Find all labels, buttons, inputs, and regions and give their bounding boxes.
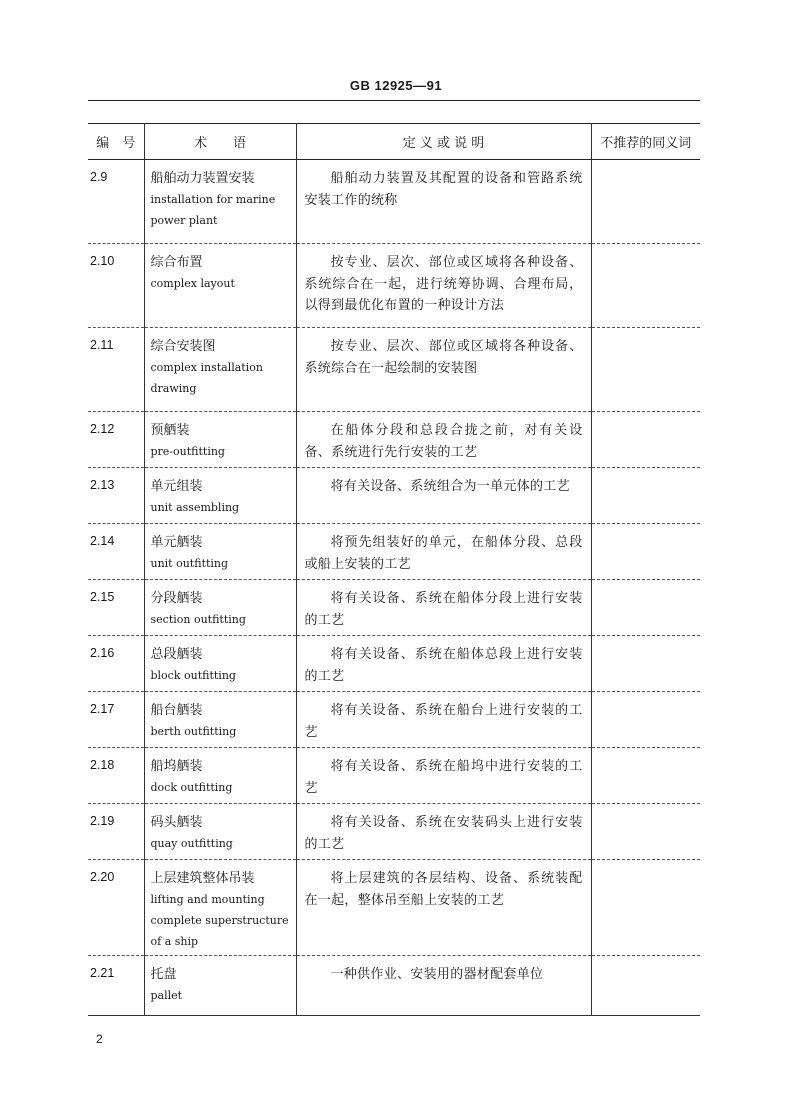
term-cell: [144, 804, 296, 860]
definition-cell: [296, 468, 591, 524]
term-number: 2.14: [88, 524, 144, 580]
term-english: complex layout: [150, 277, 235, 290]
definition-text: 将有关设备、系统在船体总段上进行安装的工艺: [304, 647, 583, 684]
term-cell: [144, 524, 296, 580]
synonym-cell: [591, 524, 700, 580]
definition-text: 按专业、层次、部位或区域将各种设备、系统综合在一起绘制的安装图: [304, 339, 583, 376]
term-cell: [144, 580, 296, 636]
term-english: unit assembling: [150, 501, 240, 514]
table-row: [88, 468, 700, 524]
term-chinese: 托盘: [150, 967, 177, 982]
table-header-row: [88, 124, 700, 160]
definition-text: 将有关设备、系统组合为一单元体的工艺: [330, 479, 570, 494]
document-header: [0, 78, 792, 93]
synonym-cell: [591, 412, 700, 468]
term-chinese: 单元舾装: [150, 535, 203, 550]
definition-text: 在船体分段和总段合拢之前，对有关设备、系统进行先行安装的工艺: [304, 423, 583, 460]
term-chinese: 预舾装: [150, 423, 190, 438]
column-header-definition: 定 义 或 说 明: [296, 124, 591, 160]
term-english: berth outfitting: [150, 725, 237, 738]
term-chinese: 单元组装: [150, 479, 203, 494]
term-cell: [144, 748, 296, 804]
definition-text: 按专业、层次、部位或区域将各种设备、系统综合在一起，进行统筹协调、合理布局，以得到最优化布置的一种设计方法: [304, 255, 583, 313]
term-chinese: 船台舾装: [150, 703, 203, 718]
table-row: [88, 160, 700, 244]
term-number: 2.9: [90, 170, 108, 184]
header-rule: [88, 100, 700, 101]
definition-cell: [296, 160, 591, 244]
definition-cell: [296, 860, 591, 956]
term-cell: [144, 956, 296, 1016]
term-english: installation for marine power plant: [150, 193, 276, 227]
synonym-cell: [591, 956, 700, 1016]
definition-text: 将有关设备、系统在船台上进行安装的工艺: [304, 703, 583, 740]
term-chinese: 综合布置: [150, 255, 203, 270]
table-row: [88, 636, 700, 692]
synonym-cell: [591, 804, 700, 860]
term-number: 2.11: [88, 328, 144, 412]
definition-text: 一种供作业、安装用的器材配套单位: [330, 967, 544, 982]
definition-cell: [296, 748, 591, 804]
term-chinese: 码头舾装: [150, 815, 203, 830]
term-cell: [144, 160, 296, 244]
table-row: [88, 860, 700, 956]
definition-text: 将有关设备、系统在船坞中进行安装的工艺: [304, 759, 583, 796]
definition-text: 将预先组装好的单元，在船体分段、总段或船上安装的工艺: [304, 535, 583, 572]
term-cell: [144, 328, 296, 412]
synonym-cell: [591, 748, 700, 804]
term-english: pre-outfitting: [150, 445, 225, 458]
term-english: section outfitting: [150, 613, 246, 626]
term-chinese: 上层建筑整体吊装: [150, 871, 255, 886]
definition-text: 将有关设备、系统在船体分段上进行安装的工艺: [304, 591, 583, 628]
definition-cell: [296, 524, 591, 580]
term-number: 2.15: [88, 580, 144, 636]
table-row: [88, 524, 700, 580]
term-chinese: 分段舾装: [150, 591, 203, 606]
term-number: 2.13: [88, 468, 144, 524]
table-row: [88, 748, 700, 804]
term-number: 2.17: [88, 692, 144, 748]
definition-cell: [296, 692, 591, 748]
term-english: block outfitting: [150, 669, 236, 682]
table-row: [88, 956, 700, 1016]
definition-cell: [296, 580, 591, 636]
term-english: dock outfitting: [150, 781, 233, 794]
term-english: pallet: [150, 989, 183, 1002]
term-cell: [144, 692, 296, 748]
table-row: [88, 804, 700, 860]
definition-cell: [296, 244, 591, 328]
table-row: [88, 244, 700, 328]
synonym-cell: [591, 692, 700, 748]
term-chinese: 总段舾装: [150, 647, 203, 662]
synonym-cell: [591, 328, 700, 412]
term-english: unit outfitting: [150, 557, 229, 570]
column-header-number: 编 号: [88, 124, 144, 160]
table-row: [88, 412, 700, 468]
term-number: 2.10: [88, 244, 144, 328]
page-number: 2: [96, 1032, 103, 1046]
table-row: [88, 580, 700, 636]
synonym-cell: [591, 636, 700, 692]
term-cell: [144, 636, 296, 692]
table-row: [88, 328, 700, 412]
definition-cell: [296, 956, 591, 1016]
term-number: 2.21: [88, 956, 144, 1016]
term-number: 2.16: [88, 636, 144, 692]
term-number: 2.12: [88, 412, 144, 468]
definition-text: 将上层建筑的各层结构、设备、系统装配在一起，整体吊至船上安装的工艺: [304, 871, 583, 908]
definition-text: 船舶动力装置及其配置的设备和管路系统安装工作的统称: [304, 171, 583, 208]
definition-text: 将有关设备、系统在安装码头上进行安装的工艺: [304, 815, 583, 852]
term-chinese: 船坞舾装: [150, 759, 203, 774]
terms-table: [88, 123, 700, 1016]
definition-cell: [296, 412, 591, 468]
synonym-cell: [591, 860, 700, 956]
definition-cell: [296, 636, 591, 692]
term-english: lifting and mounting complete superstructure of a ship: [150, 893, 289, 948]
definition-cell: [296, 804, 591, 860]
term-cell: [144, 412, 296, 468]
synonym-cell: [591, 244, 700, 328]
term-cell: [144, 468, 296, 524]
term-number: 2.19: [88, 804, 144, 860]
term-number: 2.18: [88, 748, 144, 804]
term-cell: [144, 244, 296, 328]
term-number: 2.20: [88, 860, 144, 956]
column-header-synonym: 不推荐的同义词: [591, 124, 700, 160]
column-header-term: 术 语: [144, 124, 296, 160]
standard-code: GB 12925—91: [349, 78, 443, 93]
table-row: [88, 692, 700, 748]
synonym-cell: [591, 580, 700, 636]
definition-cell: [296, 328, 591, 412]
term-chinese: 船舶动力装置安装: [150, 171, 255, 186]
synonym-cell: [591, 468, 700, 524]
term-chinese: 综合安装图: [150, 339, 216, 354]
term-english: complex installation drawing: [150, 361, 263, 395]
term-english: quay outfitting: [150, 837, 233, 850]
synonym-cell: [591, 160, 700, 244]
term-cell: [144, 860, 296, 956]
